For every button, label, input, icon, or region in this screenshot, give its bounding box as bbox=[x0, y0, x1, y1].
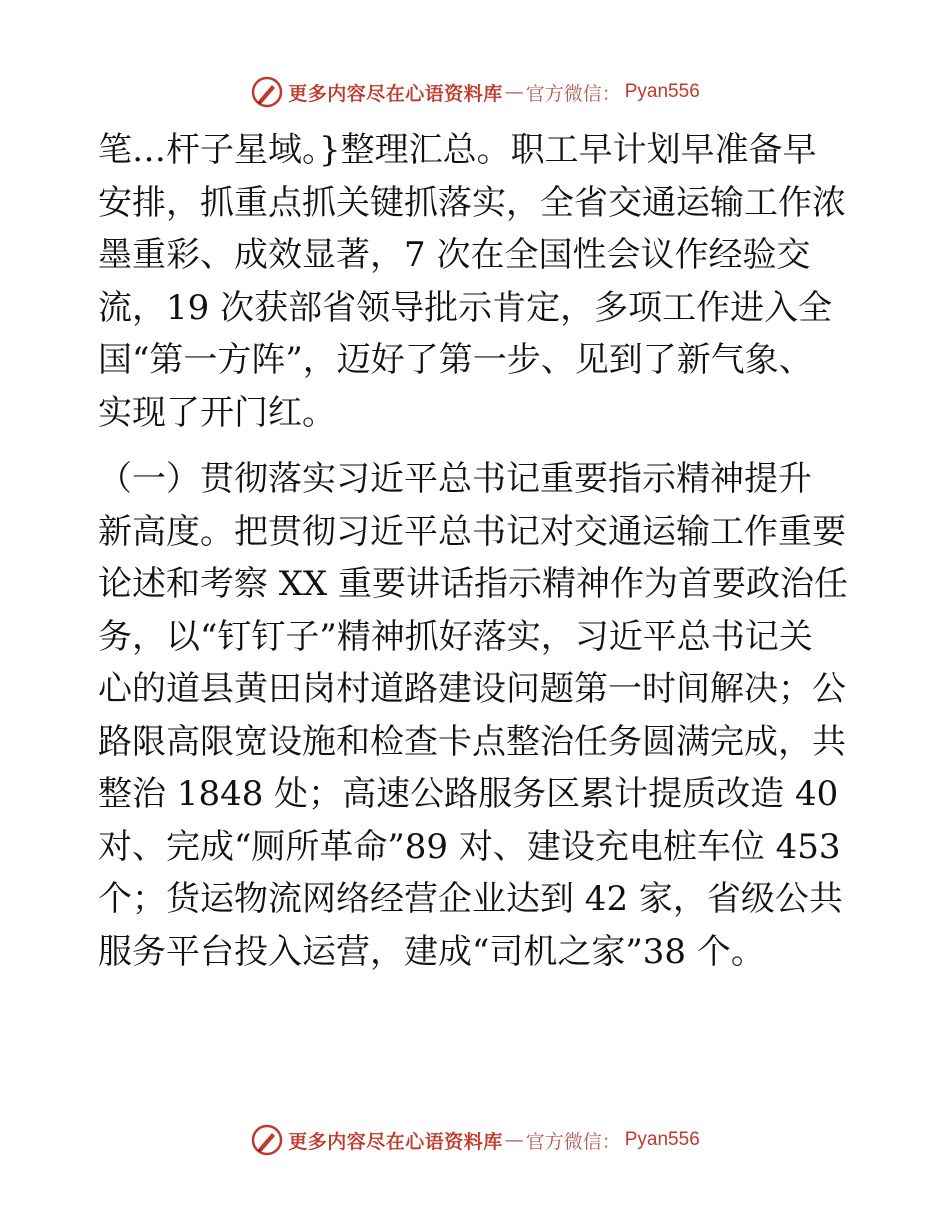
watermark-header bbox=[0, 72, 950, 112]
watermark-separator: — bbox=[504, 81, 524, 103]
watermark-wechat-label: 官方微信： bbox=[525, 82, 621, 105]
watermark-title: 更多内容尽在心语资料库 bbox=[288, 1130, 503, 1153]
paragraph-section-one bbox=[98, 453, 858, 978]
watermark-wechat-label: 官方微信： bbox=[525, 1130, 621, 1153]
text-line: 论述和考察 XX 重要讲话指示精神作为首要政治任 bbox=[98, 564, 849, 604]
text-line: 实现了开门红。 bbox=[98, 392, 336, 433]
text-line: 路限高限宽设施和检查卡点整治任务圆满完成，共 bbox=[98, 721, 846, 762]
text-line: 国“第一方阵”，迈好了第一步、见到了新气象、 bbox=[98, 340, 813, 380]
text-line: 新高度。把贯彻习近平总书记对交通运输工作重要 bbox=[98, 511, 846, 552]
pen-circle-icon bbox=[250, 75, 284, 109]
watermark-title: 更多内容尽在心语资料库 bbox=[288, 82, 503, 105]
text-line: 心的道县黄田岗村道路建设问题第一时间解决；公 bbox=[98, 669, 846, 709]
pen-circle-icon bbox=[250, 1123, 284, 1157]
watermark-wechat-id: Pyan556 bbox=[624, 1129, 700, 1150]
text-line: 整治 1848 处；高速公路服务区累计提质改造 40 bbox=[98, 774, 839, 814]
document-body bbox=[98, 124, 858, 978]
text-line: 墨重彩、成效显著，7 次在全国性会议作经验交 bbox=[98, 235, 811, 275]
paragraph-intro bbox=[98, 124, 858, 439]
text-line: 安排，抓重点抓关键抓落实，全省交通运输工作浓 bbox=[98, 182, 846, 223]
text-line: 笔…杆子星域。}整理汇总。职工早计划早准备早 bbox=[98, 130, 817, 170]
watermark-separator: — bbox=[504, 1129, 524, 1151]
text-line: 个；货运物流网络经营企业达到 42 家，省级公共 bbox=[98, 879, 843, 919]
text-line: 服务平台投入运营，建成“司机之家”38 个。 bbox=[98, 931, 765, 972]
paragraph-gap bbox=[98, 439, 858, 453]
text-line: 对、完成“厕所革命”89 对、建设充电桩车位 453 bbox=[98, 826, 841, 867]
watermark-footer bbox=[0, 1120, 950, 1160]
text-line: 流，19 次获部省领导批示肯定，多项工作进入全 bbox=[98, 287, 833, 328]
text-line: （一）贯彻落实习近平总书记重要指示精神提升 bbox=[98, 459, 812, 499]
watermark-wechat-id: Pyan556 bbox=[624, 81, 700, 102]
text-line: 务，以“钉钉子”精神抓好落实，习近平总书记关 bbox=[98, 616, 813, 657]
